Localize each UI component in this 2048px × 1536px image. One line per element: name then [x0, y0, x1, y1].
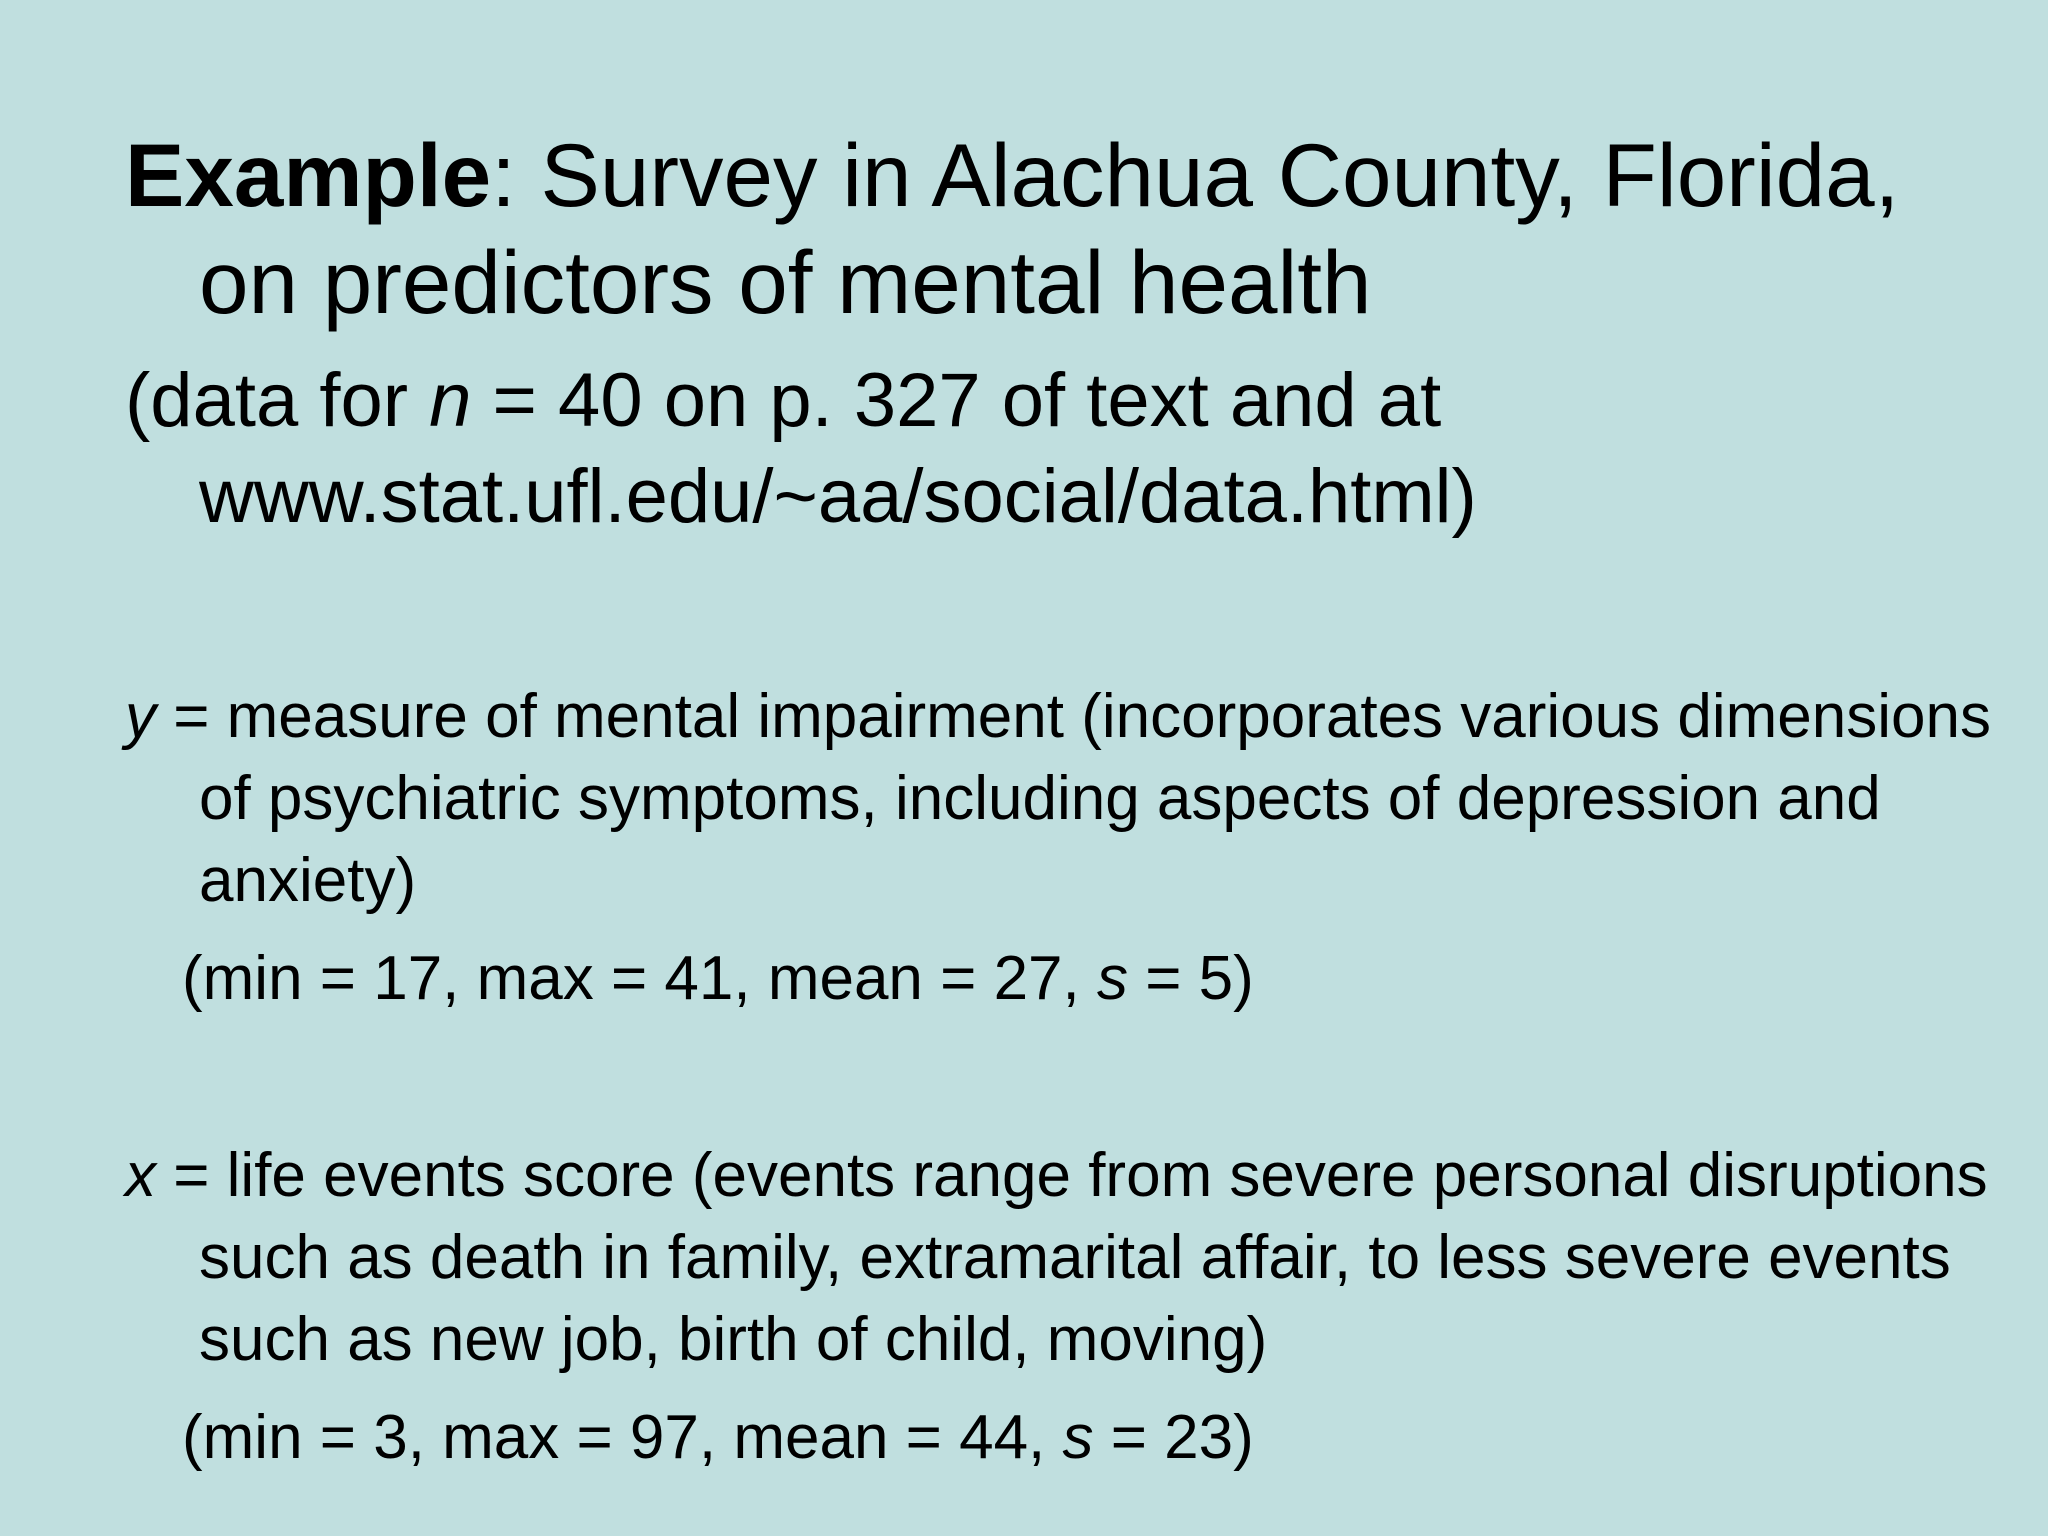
- title-text: : Survey in Alachua County, Florida, on predictors of mental health: [199, 125, 1900, 332]
- source-sample-size-variable: n: [429, 358, 472, 443]
- x-stats-prefix: (min = 3, max = 97, mean = 44,: [182, 1403, 1063, 1472]
- y-variable-description: = measure of mental impairment (incorporates various dimensions of psychiatric symptoms, including aspects of depression and anxiety): [156, 682, 1991, 915]
- source-prefix: (data for: [125, 358, 430, 443]
- slide-title: [125, 122, 2008, 336]
- y-variable-definition: [125, 676, 2008, 922]
- y-stats-sd-symbol: s: [1096, 944, 1128, 1013]
- y-stats-prefix: (min = 17, max = 41, mean = 27,: [182, 944, 1097, 1013]
- y-summary-statistics: [182, 938, 1254, 1020]
- title-bold-prefix: Example: [125, 125, 492, 225]
- x-variable-symbol: x: [125, 1141, 156, 1210]
- data-source-note: [125, 353, 2008, 545]
- x-variable-description: = life events score (events range from severe personal disruptions such as death in family, extramarital affair, to less severe events such as new job, birth of child, moving): [156, 1141, 1988, 1374]
- source-suffix: = 40 on p. 327 of text and at www.stat.ufl.edu/~aa/social/data.html): [199, 358, 1477, 539]
- x-summary-statistics: [182, 1397, 1254, 1479]
- y-stats-suffix: = 5): [1127, 944, 1254, 1013]
- y-variable-symbol: y: [125, 682, 156, 751]
- x-variable-definition: [125, 1135, 2008, 1381]
- x-stats-suffix: = 23): [1093, 1403, 1254, 1472]
- x-stats-sd-symbol: s: [1062, 1403, 1094, 1472]
